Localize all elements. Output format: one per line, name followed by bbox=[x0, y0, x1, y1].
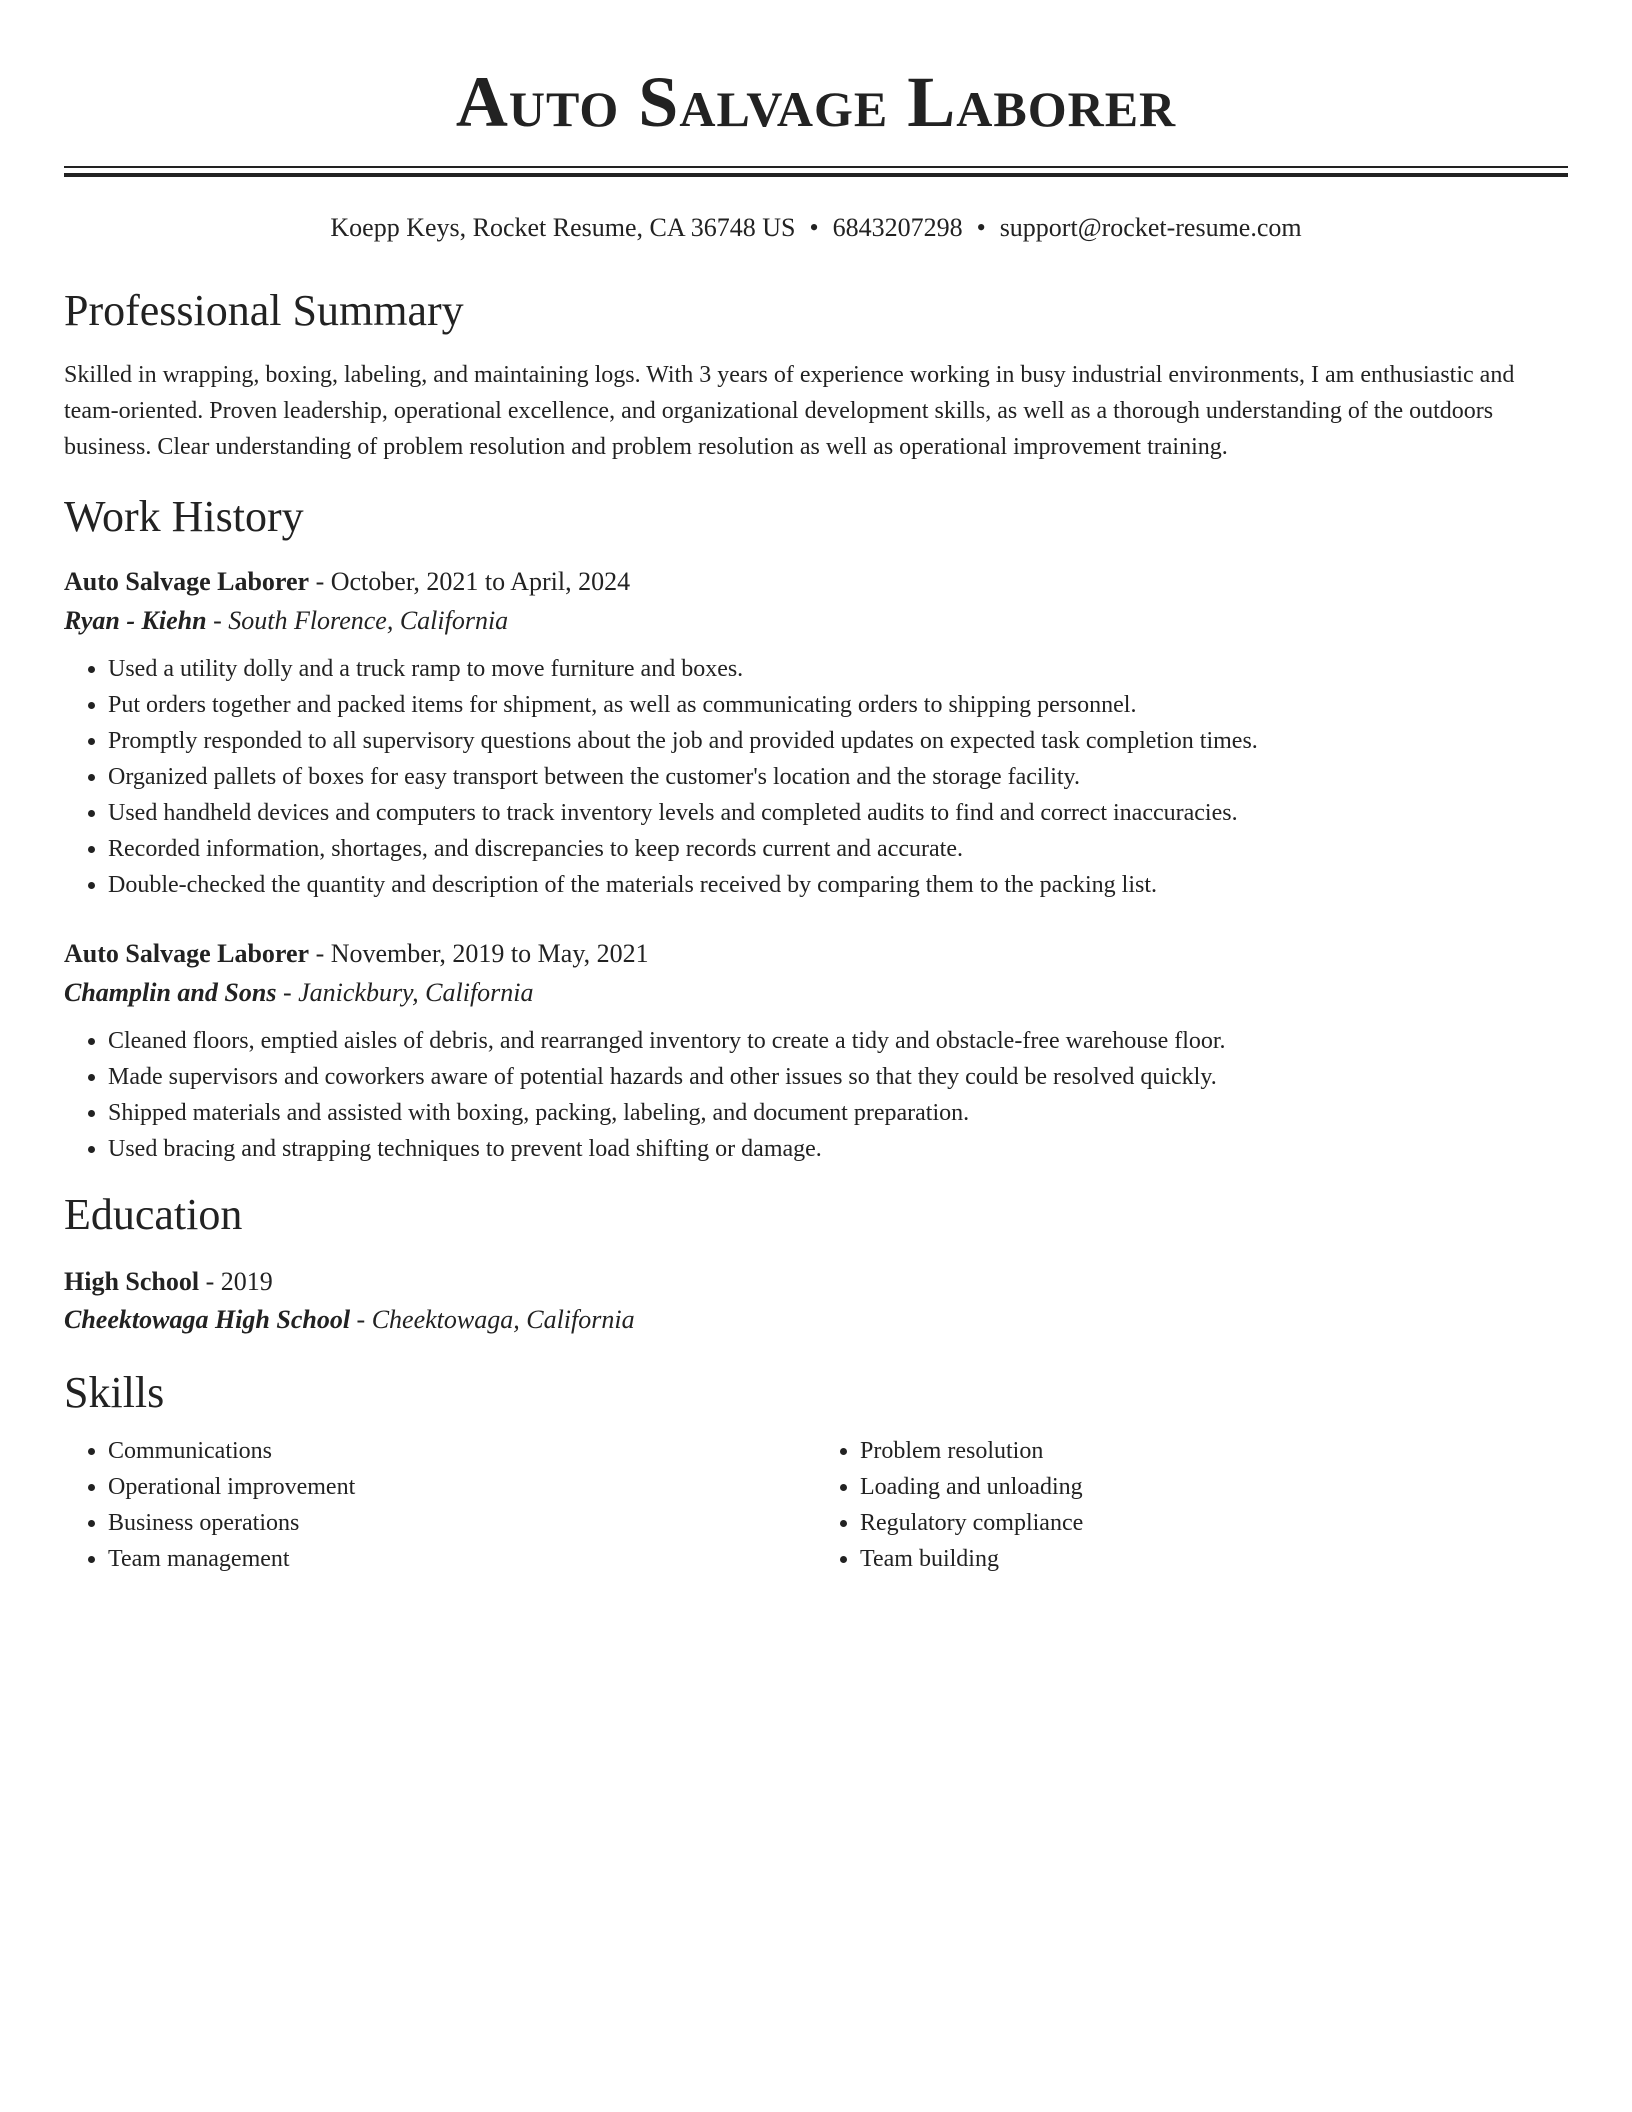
contact-address: Koepp Keys, Rocket Resume, CA 36748 US bbox=[330, 213, 796, 242]
summary-text: Skilled in wrapping, boxing, labeling, and maintaining logs. With 3 years of experience working in busy industrial environments, I am enthusiastic and team-oriented. Proven leadership, operational excellence, and organizational development skills, as well as a thorough understanding of the outdoors business. Clear understanding of problem resolution and problem resolution as well as operational improvement training. bbox=[64, 362, 1515, 460]
job-title: Auto Salvage Laborer bbox=[64, 567, 310, 596]
education-school-line bbox=[64, 1301, 1568, 1339]
skill-item: • Loading and unloading bbox=[860, 1469, 1568, 1505]
skill-item: • Problem resolution bbox=[860, 1433, 1568, 1469]
education-entry bbox=[64, 1263, 1568, 1339]
skill-item: • Communications bbox=[108, 1433, 816, 1469]
list-item: • Used handheld devices and computers to track inventory levels and completed audits to find and correct inaccuracies. bbox=[108, 795, 1568, 831]
list-item: • Used a utility dolly and a truck ramp to move furniture and boxes. bbox=[108, 651, 1568, 687]
header-divider bbox=[64, 166, 1568, 177]
work-history-section bbox=[64, 491, 1568, 1167]
list-item: • Cleaned floors, emptied aisles of debris, and rearranged inventory to create a tidy and obstacle-free warehouse floor. bbox=[108, 1023, 1568, 1059]
job-dates: - October, 2021 to April, 2024 bbox=[309, 567, 631, 596]
job-employer: Champlin and Sons bbox=[64, 978, 277, 1007]
list-item: • Made supervisors and coworkers aware of potential hazards and other issues so that they could be resolved quickly. bbox=[108, 1059, 1568, 1095]
list-item: • Recorded information, shortages, and discrepancies to keep records current and accurate. bbox=[108, 831, 1568, 867]
job-title: Auto Salvage Laborer bbox=[64, 939, 310, 968]
education-section bbox=[64, 1189, 1568, 1339]
contact-separator: • bbox=[809, 213, 819, 242]
job-entry bbox=[64, 935, 1568, 1167]
contact-line bbox=[64, 211, 1568, 245]
education-degree: High School bbox=[64, 1267, 200, 1296]
list-item: • Double-checked the quantity and description of the materials received by comparing them to the packing list. bbox=[108, 867, 1568, 903]
skills-list-left bbox=[64, 1433, 816, 1577]
work-history-heading: Work History bbox=[64, 492, 304, 541]
contact-email: support@rocket-resume.com bbox=[999, 213, 1302, 242]
skill-item: • Operational improvement bbox=[108, 1469, 816, 1505]
skills-section bbox=[64, 1367, 1568, 1577]
candidate-name: Auto Salvage Laborer bbox=[455, 62, 1177, 142]
skill-item: • Team building bbox=[860, 1541, 1568, 1577]
job-duties-list bbox=[64, 1023, 1568, 1167]
job-location: - South Florence, California bbox=[206, 606, 509, 635]
job-title-line bbox=[64, 563, 1568, 601]
job-employer-line bbox=[64, 973, 1568, 1013]
list-item: • Promptly responded to all supervisory questions about the job and provided updates on expected task completion times. bbox=[108, 723, 1568, 759]
education-heading: Education bbox=[64, 1190, 243, 1239]
education-school: Cheektowaga High School bbox=[64, 1305, 351, 1334]
contact-separator: • bbox=[976, 213, 986, 242]
job-employer-line bbox=[64, 601, 1568, 641]
skill-item: • Regulatory compliance bbox=[860, 1505, 1568, 1541]
job-employer: Ryan - Kiehn bbox=[64, 606, 207, 635]
list-item: • Organized pallets of boxes for easy transport between the customer's location and the storage facility. bbox=[108, 759, 1568, 795]
education-degree-line bbox=[64, 1263, 1568, 1301]
job-entry bbox=[64, 563, 1568, 903]
job-title-line bbox=[64, 935, 1568, 973]
job-location: - Janickbury, California bbox=[276, 978, 534, 1007]
education-year: - 2019 bbox=[199, 1267, 273, 1296]
skills-grid bbox=[64, 1433, 1568, 1577]
contact-phone: 6843207298 bbox=[832, 213, 963, 242]
summary-heading: Professional Summary bbox=[64, 286, 464, 335]
list-item: • Shipped materials and assisted with boxing, packing, labeling, and document preparation. bbox=[108, 1095, 1568, 1131]
skills-heading: Skills bbox=[64, 1368, 165, 1417]
list-item: • Used bracing and strapping techniques to prevent load shifting or damage. bbox=[108, 1131, 1568, 1167]
list-item: • Put orders together and packed items for shipment, as well as communicating orders to shipping personnel. bbox=[108, 687, 1568, 723]
skill-item: • Business operations bbox=[108, 1505, 816, 1541]
job-dates: - November, 2019 to May, 2021 bbox=[309, 939, 649, 968]
job-duties-list bbox=[64, 651, 1568, 903]
skill-item: • Team management bbox=[108, 1541, 816, 1577]
education-location: - Cheektowaga, California bbox=[350, 1305, 635, 1334]
summary-section bbox=[64, 285, 1568, 465]
skills-list-right bbox=[816, 1433, 1568, 1577]
